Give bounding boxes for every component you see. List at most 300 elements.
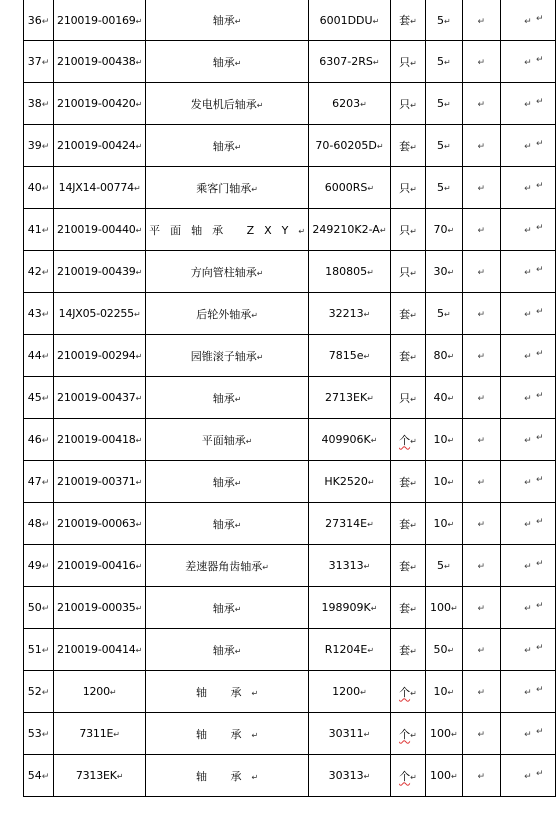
part-name-text: 轴承 [212, 14, 235, 27]
cell-end-mark: ↵ [41, 142, 50, 152]
model-cell [309, 755, 391, 797]
row-number-text: 41 [27, 223, 42, 236]
empty-cell [500, 419, 555, 461]
empty-cell [500, 671, 555, 713]
model-text: 6203 [332, 97, 361, 110]
model-cell [309, 503, 391, 545]
cell-end-mark: ↵ [447, 226, 455, 235]
part-name-text: 轴 承 [196, 727, 252, 741]
cell-end-mark: ↵ [451, 730, 458, 739]
row-number-cell [24, 125, 54, 167]
material-code-cell [54, 293, 146, 335]
cell-end-mark: ↵ [135, 58, 143, 67]
unit-text: 只 [399, 181, 411, 195]
row-number-text: 42 [27, 265, 42, 278]
quantity-cell [426, 167, 463, 209]
row-end-mark: ↵ [536, 14, 544, 24]
row-number-cell [24, 209, 54, 251]
quantity-text: 5 [437, 13, 445, 27]
row-number-cell [24, 461, 54, 503]
table-row [24, 671, 556, 713]
material-code-text: 210019-00294 [57, 349, 136, 362]
row-number-cell [24, 335, 54, 377]
cell-end-mark: ↵ [410, 772, 417, 782]
quantity-cell [426, 419, 463, 461]
part-name-cell [146, 671, 309, 713]
cell-end-mark: ↵ [135, 478, 143, 487]
unit-cell [390, 125, 425, 167]
cell-end-mark: ↵ [477, 16, 486, 27]
cell-end-mark: ↵ [410, 352, 417, 362]
unit-cell [390, 755, 425, 797]
cell-end-mark: ↵ [444, 16, 451, 26]
part-name-cell [146, 587, 309, 629]
table-row [24, 209, 556, 251]
quantity-text: 10 [433, 685, 448, 698]
unit-text: 个 [399, 433, 411, 447]
empty-cell [500, 41, 555, 83]
part-name-text: 轴承 [212, 517, 235, 531]
cell-end-mark: ↵ [109, 688, 117, 697]
unit-text: 套 [399, 349, 411, 363]
material-code-cell [54, 671, 146, 713]
quantity-cell [426, 293, 463, 335]
quantity-cell [426, 713, 463, 755]
material-code-cell [54, 503, 146, 545]
part-name-text: 轴承 [212, 55, 235, 69]
cell-end-mark: ↵ [524, 646, 532, 656]
model-cell [309, 209, 391, 251]
row-number-cell [24, 251, 54, 293]
row-number-cell [24, 167, 54, 209]
cell-end-mark: ↵ [41, 646, 50, 656]
model-cell [309, 461, 391, 503]
cell-end-mark: ↵ [41, 58, 50, 68]
cell-end-mark: ↵ [372, 58, 380, 67]
quantity-cell [426, 209, 463, 251]
model-cell [309, 377, 391, 419]
unit-cell [390, 41, 425, 83]
cell-end-mark: ↵ [410, 436, 417, 446]
unit-cell [390, 545, 425, 587]
unit-cell [390, 671, 425, 713]
material-code-text: 210019-00416 [57, 559, 136, 572]
material-code-cell [54, 251, 146, 293]
material-code-text: 210019-00438 [57, 55, 136, 68]
cell-end-mark: ↵ [41, 100, 50, 110]
part-name-text: 轴承 [212, 391, 235, 405]
cell-end-mark: ↵ [524, 352, 532, 362]
cell-end-mark: ↵ [477, 310, 486, 320]
empty-cell [462, 755, 500, 797]
part-name-cell [146, 125, 309, 167]
row-end-mark: ↵ [536, 727, 544, 737]
part-name-cell [146, 335, 309, 377]
model-text: 6307-2RS [319, 55, 373, 68]
unit-text: 套 [399, 475, 411, 489]
empty-cell [500, 461, 555, 503]
empty-cell [462, 41, 500, 83]
part-name-text: 轴承 [212, 643, 235, 657]
cell-end-mark: ↵ [447, 478, 455, 487]
row-end-mark: ↵ [536, 223, 544, 233]
material-code-cell [54, 167, 146, 209]
quantity-cell [426, 41, 463, 83]
cell-end-mark: ↵ [135, 394, 143, 403]
cell-end-mark: ↵ [410, 58, 417, 68]
cell-end-mark: ↵ [410, 688, 417, 698]
quantity-cell [426, 671, 463, 713]
material-code-cell [54, 755, 146, 797]
unit-text: 套 [399, 139, 411, 153]
empty-cell [500, 629, 555, 671]
cell-end-mark: ↵ [410, 646, 417, 656]
row-number-text: 43 [27, 307, 42, 320]
cell-end-mark: ↵ [524, 16, 532, 27]
material-code-cell [54, 545, 146, 587]
row-number-cell [24, 503, 54, 545]
row-number-cell [24, 629, 54, 671]
cell-end-mark: ↵ [410, 562, 417, 572]
part-name-cell [146, 755, 309, 797]
part-name-cell [146, 293, 309, 335]
empty-cell [462, 0, 500, 41]
material-code-text: 14JX14-00774 [58, 181, 134, 194]
part-name-text: 轴 承 [196, 685, 252, 699]
cell-end-mark: ↵ [360, 100, 367, 109]
table-row [24, 629, 556, 671]
cell-end-mark: ↵ [135, 520, 143, 529]
cell-end-mark: ↵ [410, 17, 417, 26]
quantity-cell [426, 251, 463, 293]
table-row [24, 293, 556, 335]
row-number-cell [24, 713, 54, 755]
cell-end-mark: ↵ [41, 310, 50, 320]
cell-end-mark: ↵ [444, 184, 451, 193]
quantity-text: 80 [433, 349, 448, 362]
cell-end-mark: ↵ [41, 184, 50, 194]
quantity-cell [426, 335, 463, 377]
material-code-cell [54, 335, 146, 377]
cell-end-mark: ↵ [251, 310, 258, 320]
row-end-mark: ↵ [536, 97, 544, 107]
material-code-text: 210019-00169 [57, 13, 136, 27]
cell-end-mark: ↵ [234, 142, 242, 152]
empty-cell [462, 293, 500, 335]
part-name-cell [146, 377, 309, 419]
table-row [24, 503, 556, 545]
cell-end-mark: ↵ [41, 394, 50, 404]
model-text: 27314E [325, 517, 368, 530]
row-end-mark: ↵ [536, 517, 544, 527]
cell-end-mark: ↵ [363, 310, 371, 319]
row-number-cell [24, 419, 54, 461]
unit-text: 只 [399, 265, 411, 279]
cell-end-mark: ↵ [477, 646, 486, 656]
row-number-text: 40 [27, 181, 42, 194]
cell-end-mark: ↵ [256, 352, 264, 362]
row-number-cell [24, 671, 54, 713]
unit-cell [390, 503, 425, 545]
quantity-cell [426, 0, 463, 41]
quantity-text: 40 [433, 391, 448, 404]
model-text: 249210K2-A [312, 223, 380, 236]
cell-end-mark: ↵ [135, 268, 143, 277]
empty-cell [462, 629, 500, 671]
cell-end-mark: ↵ [41, 520, 50, 530]
table-row [24, 83, 556, 125]
unit-cell [390, 0, 425, 41]
cell-end-mark: ↵ [524, 772, 532, 782]
empty-cell [500, 503, 555, 545]
empty-cell [462, 335, 500, 377]
material-code-text: 210019-00439 [57, 265, 136, 278]
part-name-cell [146, 167, 309, 209]
part-name-text: 发电机后轴承 [190, 97, 257, 111]
model-cell [309, 671, 391, 713]
table-row [24, 0, 556, 41]
unit-text: 套 [399, 307, 411, 321]
cell-end-mark: ↵ [524, 562, 532, 572]
cell-end-mark: ↵ [477, 58, 486, 68]
part-name-text: 轴 承 [196, 769, 252, 783]
cell-end-mark: ↵ [113, 730, 120, 739]
part-name-cell [146, 83, 309, 125]
row-end-mark: ↵ [536, 475, 544, 485]
quantity-text: 100 [430, 601, 452, 614]
part-name-text: 平面轴承 ZXY [149, 223, 299, 237]
table-row [24, 755, 556, 797]
table-row [24, 419, 556, 461]
cell-end-mark: ↵ [477, 562, 486, 572]
empty-cell [462, 587, 500, 629]
row-number-text: 36 [27, 13, 42, 27]
part-name-cell [146, 629, 309, 671]
model-text: 7815e [328, 349, 364, 362]
cell-end-mark: ↵ [477, 352, 486, 362]
cell-end-mark: ↵ [372, 16, 380, 26]
empty-cell [462, 251, 500, 293]
row-end-mark: ↵ [536, 349, 544, 359]
part-name-text: 园锥滚子轴承 [190, 349, 257, 363]
part-name-text: 平面轴承 [201, 433, 246, 447]
empty-cell [500, 0, 555, 41]
cell-end-mark: ↵ [367, 184, 375, 193]
table-row [24, 377, 556, 419]
cell-end-mark: ↵ [447, 268, 455, 277]
row-end-mark: ↵ [536, 601, 544, 611]
unit-cell [390, 461, 425, 503]
table-row [24, 587, 556, 629]
unit-text: 套 [399, 559, 411, 573]
unit-text: 个 [399, 769, 411, 783]
cell-end-mark: ↵ [444, 58, 451, 67]
cell-end-mark: ↵ [135, 100, 143, 109]
row-end-mark: ↵ [536, 307, 544, 317]
model-text: HK2520 [324, 475, 368, 488]
cell-end-mark: ↵ [234, 646, 242, 656]
row-number-cell [24, 755, 54, 797]
part-name-text: 轴承 [212, 601, 235, 615]
row-end-mark: ↵ [536, 685, 544, 695]
table-row [24, 41, 556, 83]
cell-end-mark: ↵ [444, 142, 451, 151]
material-code-cell [54, 125, 146, 167]
model-cell [309, 167, 391, 209]
unit-text: 只 [399, 391, 411, 405]
cell-end-mark: ↵ [135, 142, 143, 151]
quantity-cell [426, 461, 463, 503]
empty-cell [500, 167, 555, 209]
part-name-cell [146, 41, 309, 83]
cell-end-mark: ↵ [410, 478, 417, 488]
material-code-text: 210019-00437 [57, 391, 136, 404]
row-number-text: 47 [27, 475, 42, 488]
row-number-cell [24, 41, 54, 83]
quantity-cell [426, 545, 463, 587]
material-code-text: 210019-00418 [57, 433, 136, 446]
quantity-text: 10 [433, 433, 448, 446]
model-cell [309, 545, 391, 587]
row-end-mark: ↵ [536, 265, 544, 275]
material-code-text: 210019-00371 [57, 475, 136, 488]
row-number-text: 44 [27, 349, 42, 362]
empty-cell [462, 209, 500, 251]
cell-end-mark: ↵ [447, 646, 455, 655]
part-name-text: 差速器角齿轴承 [185, 559, 263, 573]
unit-cell [390, 83, 425, 125]
unit-text: 套 [399, 14, 411, 27]
empty-cell [462, 419, 500, 461]
quantity-cell [426, 377, 463, 419]
material-code-cell [54, 0, 146, 41]
cell-end-mark: ↵ [477, 394, 486, 404]
cell-end-mark: ↵ [133, 184, 141, 193]
row-number-text: 37 [27, 55, 42, 68]
cell-end-mark: ↵ [447, 520, 455, 529]
unit-text: 个 [399, 727, 411, 741]
cell-end-mark: ↵ [363, 772, 371, 781]
cell-end-mark: ↵ [376, 142, 384, 151]
row-number-text: 38 [27, 97, 42, 110]
part-name-text: 后轮外轴承 [196, 307, 252, 321]
cell-end-mark: ↵ [363, 730, 371, 739]
cell-end-mark: ↵ [410, 730, 417, 740]
cell-end-mark: ↵ [477, 520, 486, 530]
empty-cell [462, 83, 500, 125]
cell-end-mark: ↵ [251, 772, 259, 782]
unit-text: 只 [399, 55, 411, 69]
cell-end-mark: ↵ [234, 478, 242, 488]
part-name-cell [146, 461, 309, 503]
cell-end-mark: ↵ [524, 604, 532, 614]
cell-end-mark: ↵ [524, 100, 532, 110]
quantity-cell [426, 125, 463, 167]
cell-end-mark: ↵ [410, 226, 417, 236]
model-text: 31313 [328, 559, 364, 572]
model-cell [309, 0, 391, 41]
model-cell [309, 251, 391, 293]
unit-text: 套 [399, 601, 411, 615]
cell-end-mark: ↵ [367, 478, 375, 487]
row-end-mark: ↵ [536, 559, 544, 569]
material-code-cell [54, 629, 146, 671]
part-name-cell [146, 713, 309, 755]
row-number-text: 51 [27, 643, 42, 656]
cell-end-mark: ↵ [524, 310, 532, 320]
cell-end-mark: ↵ [524, 478, 532, 488]
table-row [24, 461, 556, 503]
empty-cell [462, 713, 500, 755]
part-name-cell [146, 251, 309, 293]
row-number-cell [24, 587, 54, 629]
cell-end-mark: ↵ [256, 268, 264, 278]
material-code-cell [54, 461, 146, 503]
model-text: 6001DDU [319, 13, 373, 27]
model-cell [309, 125, 391, 167]
cell-end-mark: ↵ [41, 688, 50, 698]
cell-end-mark: ↵ [41, 730, 50, 740]
model-text: 1200 [332, 685, 361, 698]
cell-end-mark: ↵ [135, 226, 143, 235]
table-row [24, 251, 556, 293]
row-number-text: 54 [27, 769, 42, 782]
material-code-text: 210019-00420 [57, 97, 136, 110]
cell-end-mark: ↵ [363, 352, 371, 361]
cell-end-mark: ↵ [444, 100, 451, 109]
cell-end-mark: ↵ [447, 688, 455, 697]
cell-end-mark: ↵ [234, 394, 242, 404]
cell-end-mark: ↵ [251, 688, 259, 698]
row-number-cell [24, 0, 54, 41]
cell-end-mark: ↵ [524, 730, 532, 740]
row-end-mark: ↵ [536, 433, 544, 443]
cell-end-mark: ↵ [477, 226, 486, 236]
empty-cell [500, 545, 555, 587]
cell-end-mark: ↵ [410, 184, 417, 194]
cell-end-mark: ↵ [41, 268, 50, 278]
model-cell [309, 713, 391, 755]
model-cell [309, 419, 391, 461]
cell-end-mark: ↵ [251, 730, 259, 740]
unit-text: 个 [399, 685, 411, 699]
material-code-text: 7311E [79, 727, 114, 740]
material-code-cell [54, 419, 146, 461]
model-cell [309, 335, 391, 377]
cell-end-mark: ↵ [367, 520, 374, 529]
cell-end-mark: ↵ [524, 688, 532, 698]
empty-cell [500, 713, 555, 755]
material-code-text: 1200 [82, 685, 110, 698]
table-body [24, 0, 556, 797]
unit-cell [390, 167, 425, 209]
cell-end-mark: ↵ [133, 310, 141, 319]
empty-cell [500, 293, 555, 335]
cell-end-mark: ↵ [245, 436, 253, 446]
model-text: 70-60205D [315, 139, 377, 152]
empty-cell [500, 251, 555, 293]
part-name-text: 轴承 [212, 139, 235, 153]
cell-end-mark: ↵ [41, 352, 50, 362]
table-row [24, 167, 556, 209]
cell-end-mark: ↵ [367, 268, 374, 277]
material-code-text: 210019-00440 [57, 223, 136, 236]
part-name-cell [146, 545, 309, 587]
cell-end-mark: ↵ [524, 184, 532, 194]
cell-end-mark: ↵ [251, 184, 258, 194]
model-text: 198909K [321, 601, 371, 614]
empty-cell [500, 377, 555, 419]
